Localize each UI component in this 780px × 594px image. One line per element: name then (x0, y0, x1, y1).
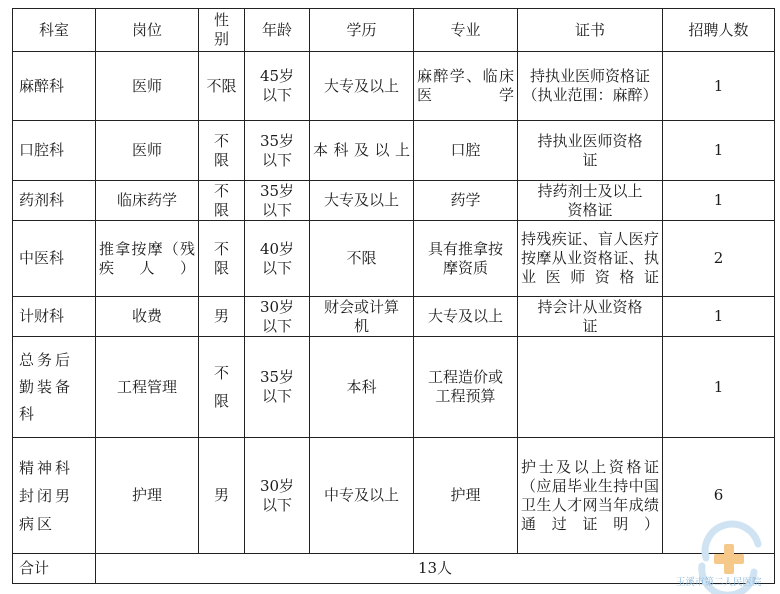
total-value: 13人 (96, 554, 775, 584)
age-cell: 40岁以下 (245, 221, 310, 297)
count-cell: 1 (663, 181, 775, 221)
dept-cell: 中医科 (13, 221, 96, 297)
count-cell: 1 (663, 337, 775, 438)
education-cell: 财会或计算机 (310, 297, 414, 337)
recruitment-table (12, 8, 775, 584)
table-row (13, 337, 775, 438)
table-row (13, 438, 775, 554)
major-cell: 药学 (414, 181, 518, 221)
post-cell: 医师 (96, 121, 199, 181)
header-education: 学历 (310, 9, 414, 52)
count-cell: 6 (663, 438, 775, 554)
post-cell: 工程管理 (96, 337, 199, 438)
gender-cell: 不限 (199, 221, 245, 297)
age-cell: 30岁以下 (245, 297, 310, 337)
post-cell: 护理 (96, 438, 199, 554)
dept-cell: 计财科 (13, 297, 96, 337)
dept-cell: 药剂科 (13, 181, 96, 221)
post-cell: 推拿按摩（残疾人） (96, 221, 199, 297)
major-cell: 具有推拿按摩资质 (414, 221, 518, 297)
age-cell: 35岁以下 (245, 181, 310, 221)
post-cell: 收费 (96, 297, 199, 337)
header-count: 招聘人数 (663, 9, 775, 52)
education-cell: 大专及以上 (310, 52, 414, 121)
age-cell: 35岁以下 (245, 337, 310, 438)
header-certificate: 证书 (518, 9, 663, 52)
education-cell: 本科及以上 (310, 121, 414, 181)
age-cell: 45岁以下 (245, 52, 310, 121)
certificate-cell (518, 337, 663, 438)
table-row (13, 121, 775, 181)
header-row (13, 9, 775, 52)
post-cell: 医师 (96, 52, 199, 121)
education-cell: 不限 (310, 221, 414, 297)
certificate-cell: 持执业医师资格证（执业范围：麻醉） (518, 52, 663, 121)
gender-cell: 男 (199, 297, 245, 337)
education-cell: 大专及以上 (310, 181, 414, 221)
gender-cell: 不限 (199, 121, 245, 181)
major-cell: 护理 (414, 438, 518, 554)
education-cell: 本科 (310, 337, 414, 438)
post-cell: 临床药学 (96, 181, 199, 221)
age-cell: 35岁以下 (245, 121, 310, 181)
age-cell: 30岁以下 (245, 438, 310, 554)
major-cell: 麻醉学、临床医学 (414, 52, 518, 121)
dept-cell: 口腔科 (13, 121, 96, 181)
table-row (13, 181, 775, 221)
gender-cell: 男 (199, 438, 245, 554)
dept-cell: 精神科封闭男病区 (13, 438, 96, 554)
education-cell: 中专及以上 (310, 438, 414, 554)
certificate-cell: 持执业医师资格证 (518, 121, 663, 181)
table-row (13, 297, 775, 337)
major-cell: 工程造价或工程预算 (414, 337, 518, 438)
table-row (13, 221, 775, 297)
count-cell: 1 (663, 297, 775, 337)
count-cell: 1 (663, 121, 775, 181)
watermark-text: 玉溪市第二人民医院 (676, 577, 762, 588)
header-dept: 科室 (13, 9, 96, 52)
major-cell: 口腔 (414, 121, 518, 181)
total-row (13, 554, 775, 584)
header-post: 岗位 (96, 9, 199, 52)
table-row (13, 52, 775, 121)
header-major: 专业 (414, 9, 518, 52)
certificate-cell: 持会计从业资格证 (518, 297, 663, 337)
certificate-cell: 持药剂士及以上资格证 (518, 181, 663, 221)
count-cell: 1 (663, 52, 775, 121)
gender-cell: 不限 (199, 181, 245, 221)
dept-cell: 总务后勤装备科 (13, 337, 96, 438)
certificate-cell: 护士及以上资格证（应届毕业生持中国卫生人才网当年成绩通过证明） (518, 438, 663, 554)
dept-cell: 麻醉科 (13, 52, 96, 121)
certificate-cell: 持残疾证、盲人医疗按摩从业资格证、执业医师资格证 (518, 221, 663, 297)
gender-cell: 不限 (199, 52, 245, 121)
header-gender: 性别 (199, 9, 245, 52)
gender-cell: 不限 (199, 337, 245, 438)
count-cell: 2 (663, 221, 775, 297)
header-age: 年龄 (245, 9, 310, 52)
major-cell: 大专及以上 (414, 297, 518, 337)
total-label: 合计 (13, 554, 96, 584)
